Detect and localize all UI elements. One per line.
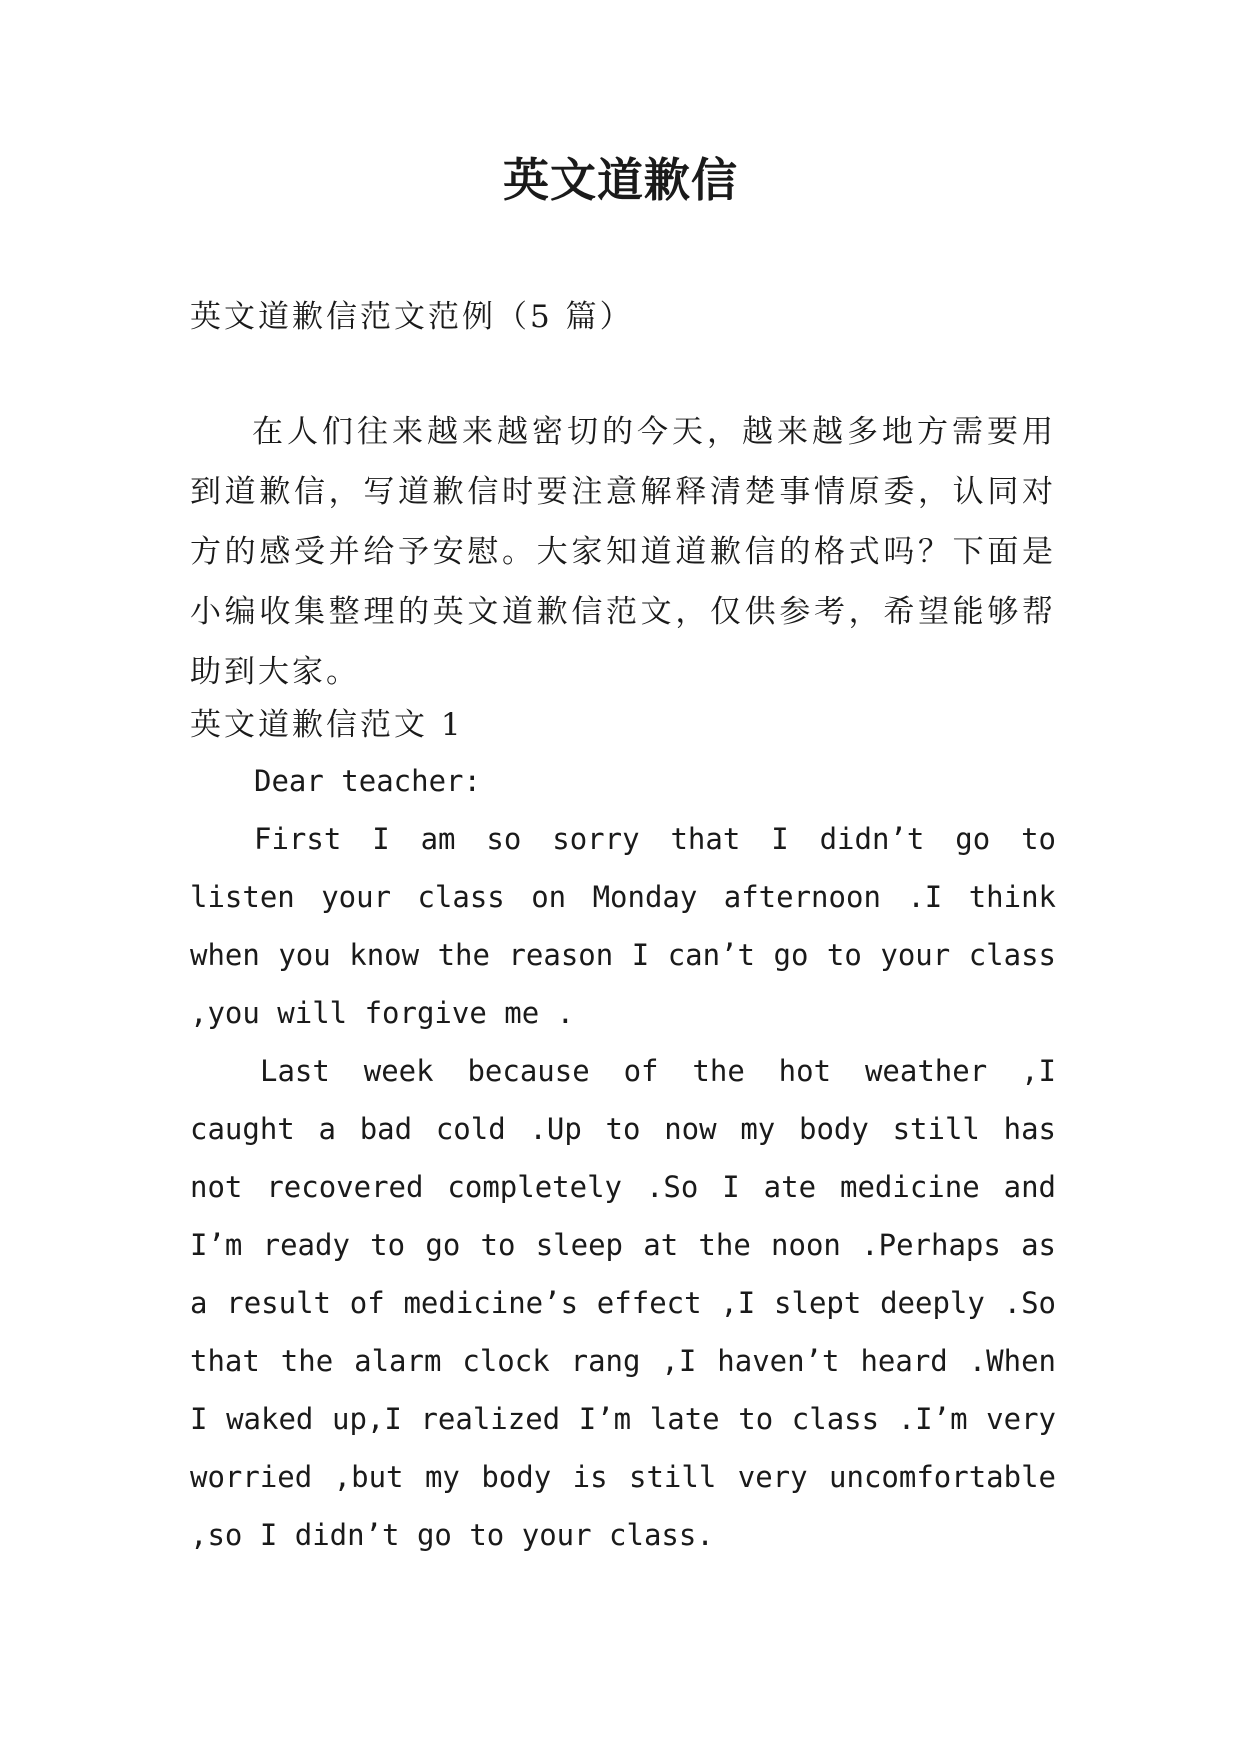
document-title: 英文道歉信 [503,153,738,207]
intro-paragraph: 在人们往来越来越密切的今天，越来越多地方需要用到道歉信，写道歉信时要注意解释清楚事情原委，认同对方的感受并给予安慰。大家知道道歉信的格式吗？下面是小编收集整理的英文道歉信范文，仅供参考，希望能够帮助到大家。 [190,414,1056,690]
document-subtitle: 英文道歉信范文范例（5 篇） [190,299,634,335]
letter-paragraph: First I am so sorry that I didn’t go to listen your class on Monday afternoon .I think when you know the reason I can’t go to your class ,you will forgive me . [190,822,1056,1030]
letter-salutation: Dear teacher: [254,764,481,798]
letter-paragraph: Last week because of the hot weather ,I caught a bad cold .Up to now my body still has not recovered completely .So I ate medicine and I’m ready to go to sleep at the noon .Perhaps as a result of medicine’s effect ,I slept deeply .So that the alarm clock rang ,I haven’t heard .When I waked up,I realized I’m late to class .I’m very worried ,but my body is still very uncomfortable ,so I didn’t go to your class. [190,1054,1056,1552]
section-heading: 英文道歉信范文 1 [190,707,464,743]
